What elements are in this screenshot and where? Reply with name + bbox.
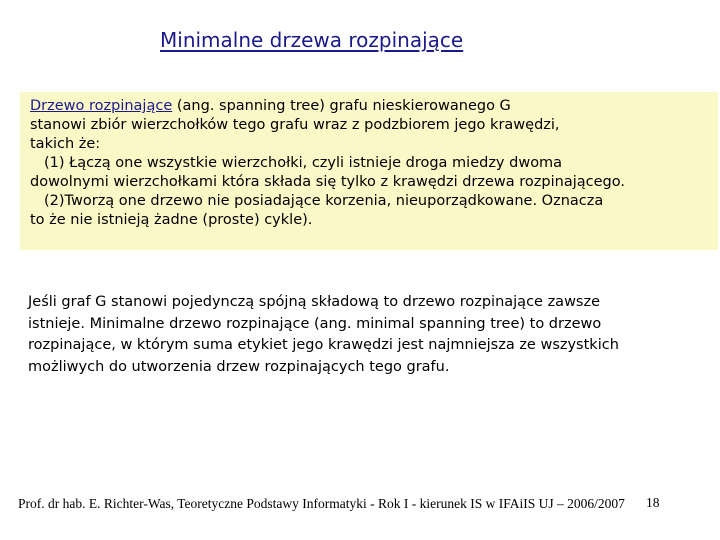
definition-line-2: stanowi zbiór wierzchołków tego grafu wraz z podzbiorem jego krawędzi, bbox=[30, 117, 560, 133]
mst-paragraph bbox=[28, 292, 718, 378]
paragraph-line-1: Jeśli graf G stanowi pojedynczą spójną składową to drzewo rozpinające zawsze bbox=[28, 294, 601, 310]
slide-title: Minimalne drzewa rozpinające bbox=[160, 28, 464, 52]
definition-line-3: takich że: bbox=[30, 136, 101, 152]
footer-text: Prof. dr hab. E. Richter-Was, Teoretyczne Podstawy Informatyki - Rok I - kierunek IS w IFAiIS UJ – 2006/2007 bbox=[18, 496, 625, 511]
page-number: 18 bbox=[646, 495, 660, 510]
paragraph-line-4: możliwych do utworzenia drzew rozpinających tego grafu. bbox=[28, 358, 450, 375]
definition-line-5: dowolnymi wierzchołkami która składa się tylko z krawędzi drzewa rozpinającego. bbox=[30, 174, 625, 190]
paragraph-line-3: rozpinające, w którym suma etykiet jego krawędzi jest najmniejsza ze wszystkich bbox=[28, 337, 619, 353]
definition-line-1 bbox=[30, 97, 718, 116]
definition-line-7: to że nie istnieją żadne (proste) cykle). bbox=[30, 212, 313, 228]
paragraph-line-2: istnieje. Minimalne drzewo rozpinające (ang. minimal spanning tree) to drzewo bbox=[28, 315, 602, 332]
definition-line-1-rest: (ang. spanning tree) grafu nieskierowanego G bbox=[172, 98, 511, 114]
definition-box bbox=[20, 92, 718, 250]
definition-line-6: (2)Tworzą one drzewo nie posiadające korzenia, nieuporządkowane. Oznacza bbox=[44, 193, 604, 209]
definition-line-4: (1) Łączą one wszystkie wierzchołki, czyli istnieje droga miedzy dwoma bbox=[44, 155, 563, 171]
definition-term: Drzewo rozpinające bbox=[30, 98, 173, 114]
